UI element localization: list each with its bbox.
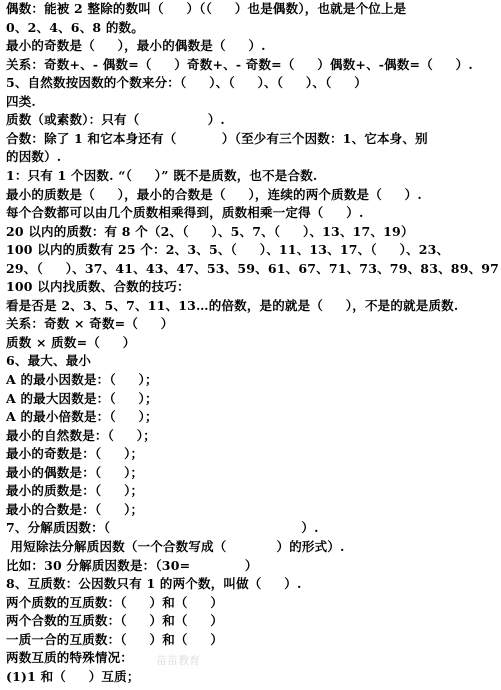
text-line: 两个合数的互质数：（ ）和（ ）	[6, 613, 224, 629]
text-line: 每个合数都可以由几个质数相乘得到，质数相乘一定得（ ）.	[6, 205, 364, 221]
text-line: 最小的质数是（ ），最小的合数是（ ），连续的两个质数是（ ）.	[6, 186, 422, 202]
text-line: 最小的合数是：（ ）；	[6, 501, 144, 517]
text-line: A 的最大因数是：（ ）；	[6, 390, 158, 406]
text-line: 29、（ ）、37、41、43、47、53、59、61、67、71、73、79、83、89、97	[6, 260, 500, 276]
text-line: 最小的奇数是（ ），最小的偶数是（ ）.	[6, 38, 266, 54]
text-line: 0、2、4、6、8 的数。	[6, 19, 144, 35]
text-line: 100 以内的质数有 25 个：2、3、5、（ ）、11、13、17、（ ）、23、	[6, 242, 450, 258]
text-line: 四类.	[6, 93, 36, 109]
text-line: A 的最小因数是：（ ）；	[6, 372, 158, 387]
text-line: A 的最小倍数是：（ ）；	[6, 409, 158, 425]
text-line: 100 以内找质数、合数的技巧：	[6, 279, 190, 295]
text-line: 的因数）.	[6, 149, 62, 165]
text-line: 合数：除了 1 和它本身还有（ ）（至少有三个因数：1、它本身、别	[6, 130, 428, 146]
text-line: 用短除法分解质因数（一个合数写成（ ）的形式）.	[6, 538, 345, 554]
text-line: 关系：奇数 × 奇数=（ ）	[6, 316, 174, 332]
text-line: 7、分解质因数：（ ）.	[6, 520, 319, 536]
text-line: 20 以内的质数：有 8 个（2、（ ）、5、7、（ ）、13、17、19）	[6, 223, 414, 239]
text-line: 看是否是 2、3、5、7、11、13…的倍数，是的就是（ ），不是的就是质数.	[6, 297, 459, 313]
text-line: 偶数：能被 2 整除的数叫（ ）（（ ）也是偶数），也就是个位上是	[6, 1, 407, 16]
text-line: 5、自然数按因数的个数来分：（ ）、（ ）、（ ）、（ ）	[6, 75, 367, 91]
text-line: 1：只有 1 个因数. “（ ）” 既不是质数，也不是合数.	[6, 167, 318, 183]
text-line: 最小的奇数是：（ ）；	[6, 446, 144, 462]
text-line: 质数（或素数）：只有（ ）.	[6, 112, 225, 128]
text-line: 比如：30 分解质因数是：（30= ）	[6, 557, 258, 573]
watermark: 苗苗教育	[156, 654, 200, 667]
text-line: 两个质数的互质数：（ ）和（ ）	[6, 594, 224, 610]
text-line: 8、互质数：公因数只有 1 的两个数，叫做（ ）.	[6, 576, 302, 592]
text-line: 质数 × 质数=（ ）	[6, 334, 136, 350]
text-line: 最小的自然数是：（ ）；	[6, 427, 156, 443]
text-line: 6、最大、最小	[6, 353, 92, 369]
text-line: 一质一合的互质数：（ ）和（ ）	[6, 631, 224, 647]
text-line: 关系：奇数+、- 偶数=（ ）奇数+、- 奇数=（ ）偶数+、-偶数=（ ）.	[6, 56, 473, 72]
text-line: 两数互质的特殊情况：	[6, 650, 134, 666]
text-line: 最小的质数是：（ ）；	[6, 483, 144, 499]
text-line: 最小的偶数是：（ ）；	[6, 464, 144, 480]
text-line: (1)1 和（ ）互质；	[6, 668, 140, 684]
